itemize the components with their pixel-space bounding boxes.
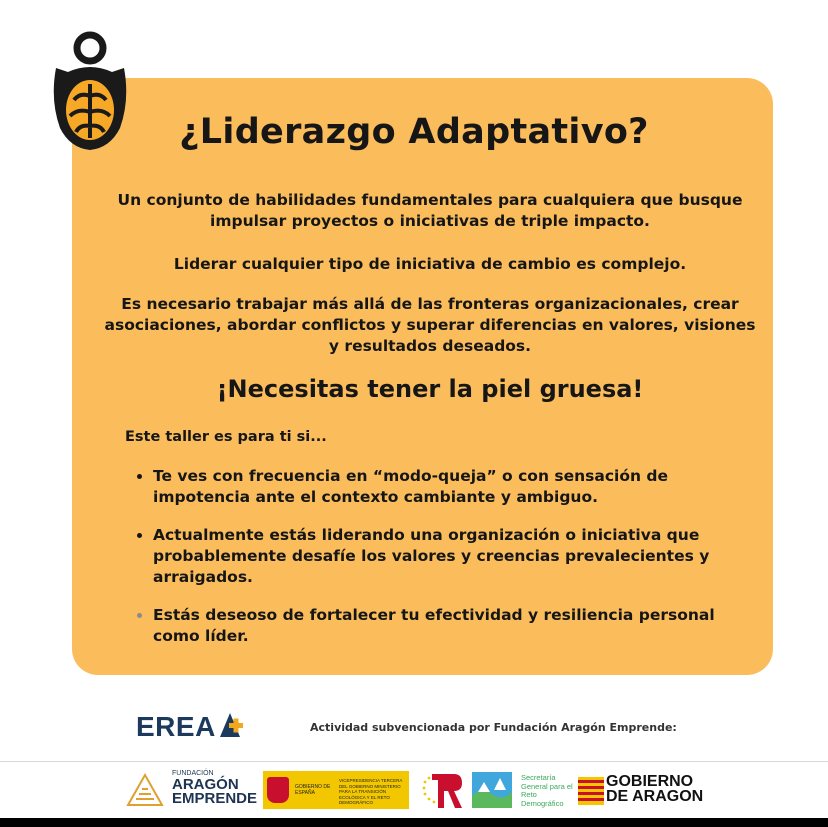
erea-plus-icon (218, 711, 244, 739)
spain-shield-icon (267, 777, 289, 803)
footer-divider (0, 761, 828, 762)
fundacion-aragon-logo (172, 770, 257, 806)
gobierno-aragon-line1: GOBIERNO (606, 773, 694, 790)
fundacion-line2: EMPRENDE (172, 790, 258, 807)
ministerio-label: VICEPRESIDENCIA TERCERA DEL GOBIERNO MINISTERIO PARA LA TRANSICIÓN ECOLÓGICA Y EL RETO DEMOGRÁFICO (339, 778, 403, 805)
fundacion-small-label: FUNDACIÓN (172, 770, 214, 777)
paragraph-complexity: Liderar cualquier tipo de iniciativa de cambio es complejo. (173, 255, 687, 273)
paragraph-intro: Un conjunto de habilidades fundamentales para cualquiera que busque impulsar proyectos o iniciativas de triple impacto. (117, 191, 743, 230)
paragraph-boundaries: Es necesario trabajar más allá de las fronteras organizacionales, crear asociaciones, abordar conflictos y superar diferencias en valores, visiones y resultados deseados. (104, 295, 756, 355)
list-item: Actualmente estás liderando una organización o iniciativa que probablemente desafíe los valores y creencias prevalecientes y arraigados. (135, 525, 735, 588)
gobierno-aragon-logo (606, 774, 703, 804)
bullet-list (135, 466, 735, 664)
aragon-flag-icon (578, 777, 604, 805)
workshop-intro: Este taller es para ti si... (125, 429, 327, 445)
sponsor-text: Actividad subvencionada por Fundación Aragón Emprende: (310, 721, 677, 734)
fundacion-aragon-icon (126, 773, 164, 807)
reto-demografico-icon (472, 772, 512, 808)
secretaria-label: Secretaría General para el Reto Demográfico (521, 773, 573, 808)
page-title: ¿Liderazgo Adaptativo? (179, 112, 649, 152)
list-item: Te ves con frecuencia en “modo-queja” o con sensación de impotencia ante el contexto cambiante y ambiguo. (135, 466, 735, 508)
list-item: Estás deseoso de fortalecer tu efectividad y resiliencia personal como líder. (135, 605, 735, 647)
bottom-bar (0, 818, 828, 827)
gobierno-aragon-line2: DE ARAGON (606, 788, 704, 805)
gobierno-espana-label: GOBIERNO DE ESPAÑA (295, 784, 331, 796)
gobierno-espana-logo (263, 771, 409, 809)
erea-logo: EREA (136, 711, 216, 742)
fundacion-line1: ARAGÓN (172, 776, 239, 793)
subtitle: ¡Necesitas tener la piel gruesa! (216, 375, 644, 403)
tr-logo-icon (420, 770, 466, 810)
